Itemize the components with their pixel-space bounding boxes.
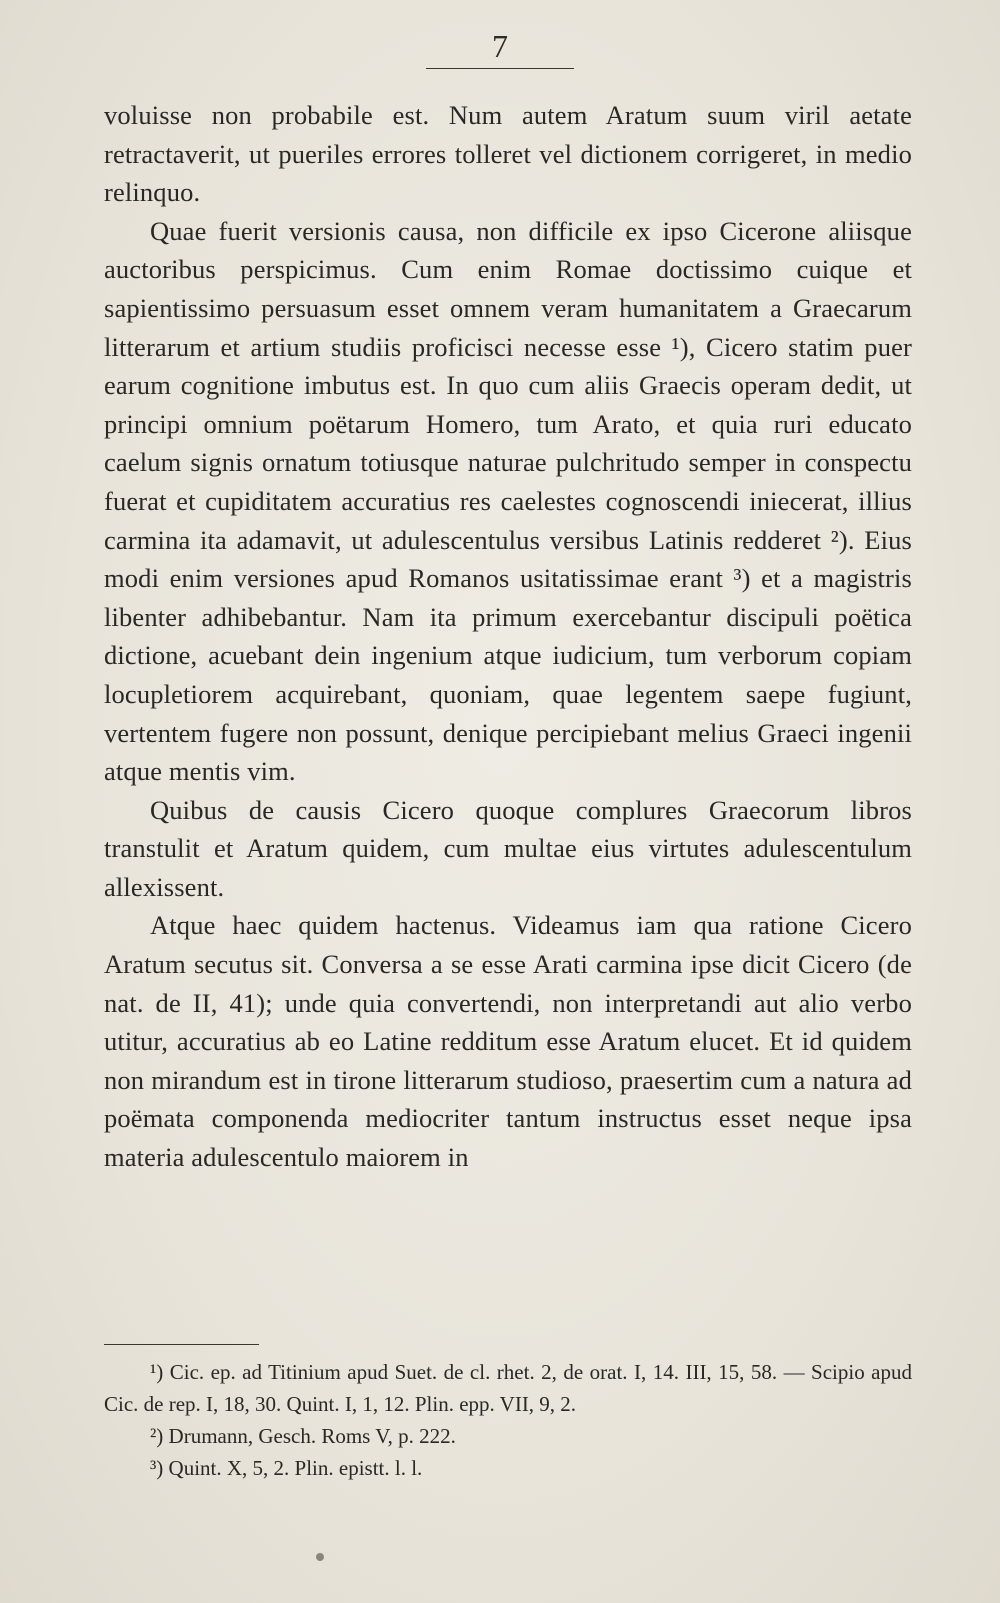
body-text	[104, 96, 912, 1177]
footnote-rule	[104, 1344, 259, 1345]
footnote-2: ²) Drumann, Gesch. Roms V, p. 222.	[150, 1424, 456, 1448]
page-number: 7	[492, 28, 508, 64]
paragraph-2: Quae fuerit versionis causa, non difficile ex ipso Cicerone aliisque auctoribus perspicimus. Cum enim Romae doctissimo cuique et sapientissimo persuasum esset omnem veram humanitatem a Graecarum litterarum et artium studiis proficisci necesse esse ¹), Cicero statim puer earum cognitione imbutus est. In quo cum aliis Graecis operam dedit, ut principi omnium poëtarum Homero, tum Arato, et quia ruri educato caelum signis ornatum totiusque naturae pulchritudo semper in conspectu fuerat et cupiditatem accuratius res caelestes cognoscendi iniecerat, illius carmina ita adamavit, ut adulescentulus versibus Latinis redderet ²). Eius modi enim versiones apud Romanos usitatissimae erant ³) et a magistris libenter adhibebantur. Nam ita primum exercebantur discipuli poëtica dictione, acuebant dein ingenium atque iudicium, tum verborum copiam locupletiorem acquirebant, quoniam, quae legentem saepe fugiunt, vertentem fugere non possunt, denique percipiebant melius Graeci ingenii atque mentis vim.	[104, 215, 912, 787]
paragraph-4: Atque haec quidem hactenus. Videamus iam qua ratione Cicero Aratum secutus sit. Conversa a se esse Arati carmina ipse dicit Cicero (de nat. de II, 41); unde quia convertendi, non interpretandi aut alio verbo utitur, accuratius ab eo Latine redditum esse Aratum elucet. Et id quidem non mirandum est in tirone litterarum studioso, praesertim cum a natura ad poëmata componenda mediocriter tantum instructus esset neque ipsa materia adulescentulo maiorem in	[104, 910, 912, 1173]
footnote-3: ³) Quint. X, 5, 2. Plin. epistt. l. l.	[150, 1456, 423, 1480]
ink-speck	[316, 1553, 324, 1561]
page-header	[420, 26, 580, 69]
paragraph-1: voluisse non probabile est. Num autem Aratum suum viril aetate retractaverit, ut pueriles errores tolleret vel dictionem corrigeret, in medio relinquo.	[104, 100, 912, 208]
paragraph-3: Quibus de causis Cicero quoque complures Graecorum libros transtulit et Aratum quidem, cum multae eius virtutes adulescentulum allexissent.	[104, 794, 912, 902]
header-rule	[426, 68, 574, 69]
footnotes	[104, 1356, 912, 1484]
footnote-1: ¹) Cic. ep. ad Titinium apud Suet. de cl. rhet. 2, de orat. I, 14. III, 15, 58. — Scipio apud Cic. de rep. I, 18, 30. Quint. I, 1, 12. Plin. epp. VII, 9, 2.	[104, 1360, 912, 1416]
